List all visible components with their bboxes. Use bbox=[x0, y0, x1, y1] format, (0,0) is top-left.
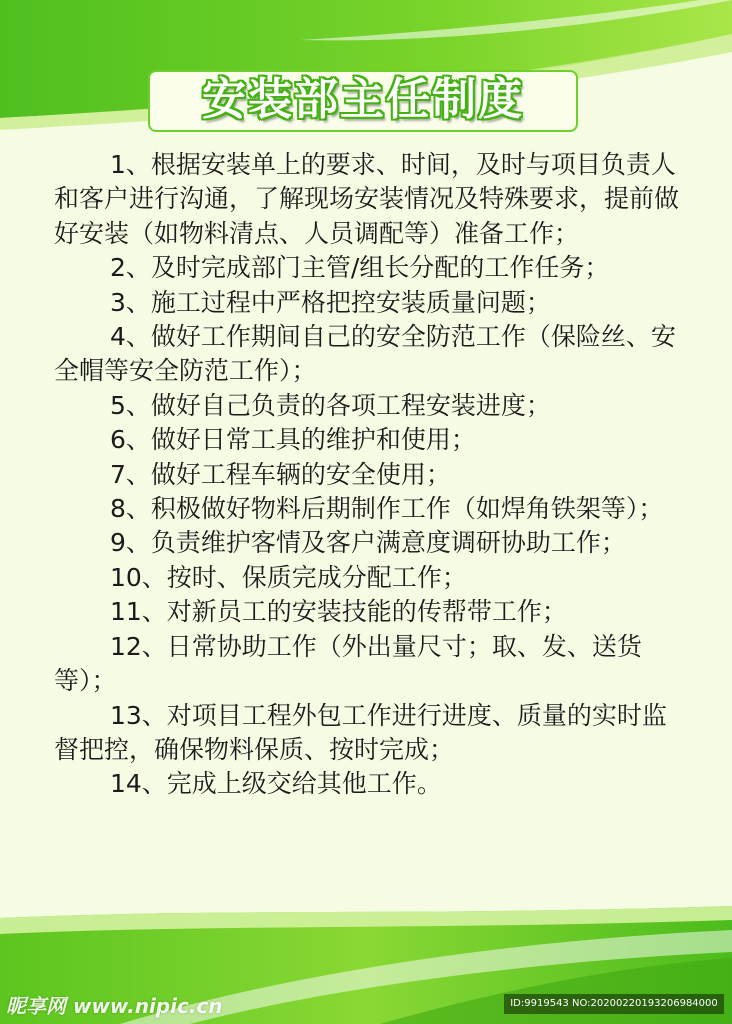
list-item: 6、做好日常工具的维护和使用； bbox=[110, 425, 476, 455]
list-item: 12、日常协助工作（外出量尺寸；取、发、送货等）； bbox=[54, 631, 642, 696]
image-id-watermark: ID:9919543 NO:20200220193206984000 bbox=[504, 994, 724, 1014]
list-item: 7、做好工程车辆的安全使用； bbox=[110, 459, 451, 489]
list-item: 8、积极做好物料后期制作工作（如焊角铁架等）； bbox=[110, 494, 664, 524]
list-item: 9、负责维护客情及客户满意度调研协助工作； bbox=[110, 528, 626, 558]
regulation-list bbox=[54, 148, 680, 802]
list-item: 3、施工过程中严格把控安装质量问题； bbox=[110, 287, 551, 317]
list-item: 10、按时、保质完成分配工作； bbox=[110, 562, 467, 592]
list-item: 11、对新员工的安装技能的传帮带工作； bbox=[110, 597, 567, 627]
list-item: 5、做好自己负责的各项工程安装进度； bbox=[110, 390, 551, 420]
list-item: 2、及时完成部门主管/组长分配的工作任务； bbox=[110, 253, 610, 283]
list-item: 4、做好工作期间自己的安全防范工作（保险丝、安全帽等安全防范工作）； bbox=[54, 322, 676, 386]
page-title: 安装部主任制度 bbox=[202, 74, 524, 125]
list-item: 1、根据安装单上的要求、时间，及时与项目负责人和客户进行沟通，了解现场安装情况及特殊要求，提前做好安装（如物料清点、人员调配等）准备工作； bbox=[54, 150, 680, 248]
site-watermark: 昵享网 www.nipic.cn bbox=[6, 994, 223, 1018]
list-item: 13、对项目工程外包工作进行进度、质量的实时监督把控，确保物料保质、按时完成； bbox=[54, 700, 667, 764]
list-item: 14、完成上级交给其他工作。 bbox=[110, 769, 442, 799]
